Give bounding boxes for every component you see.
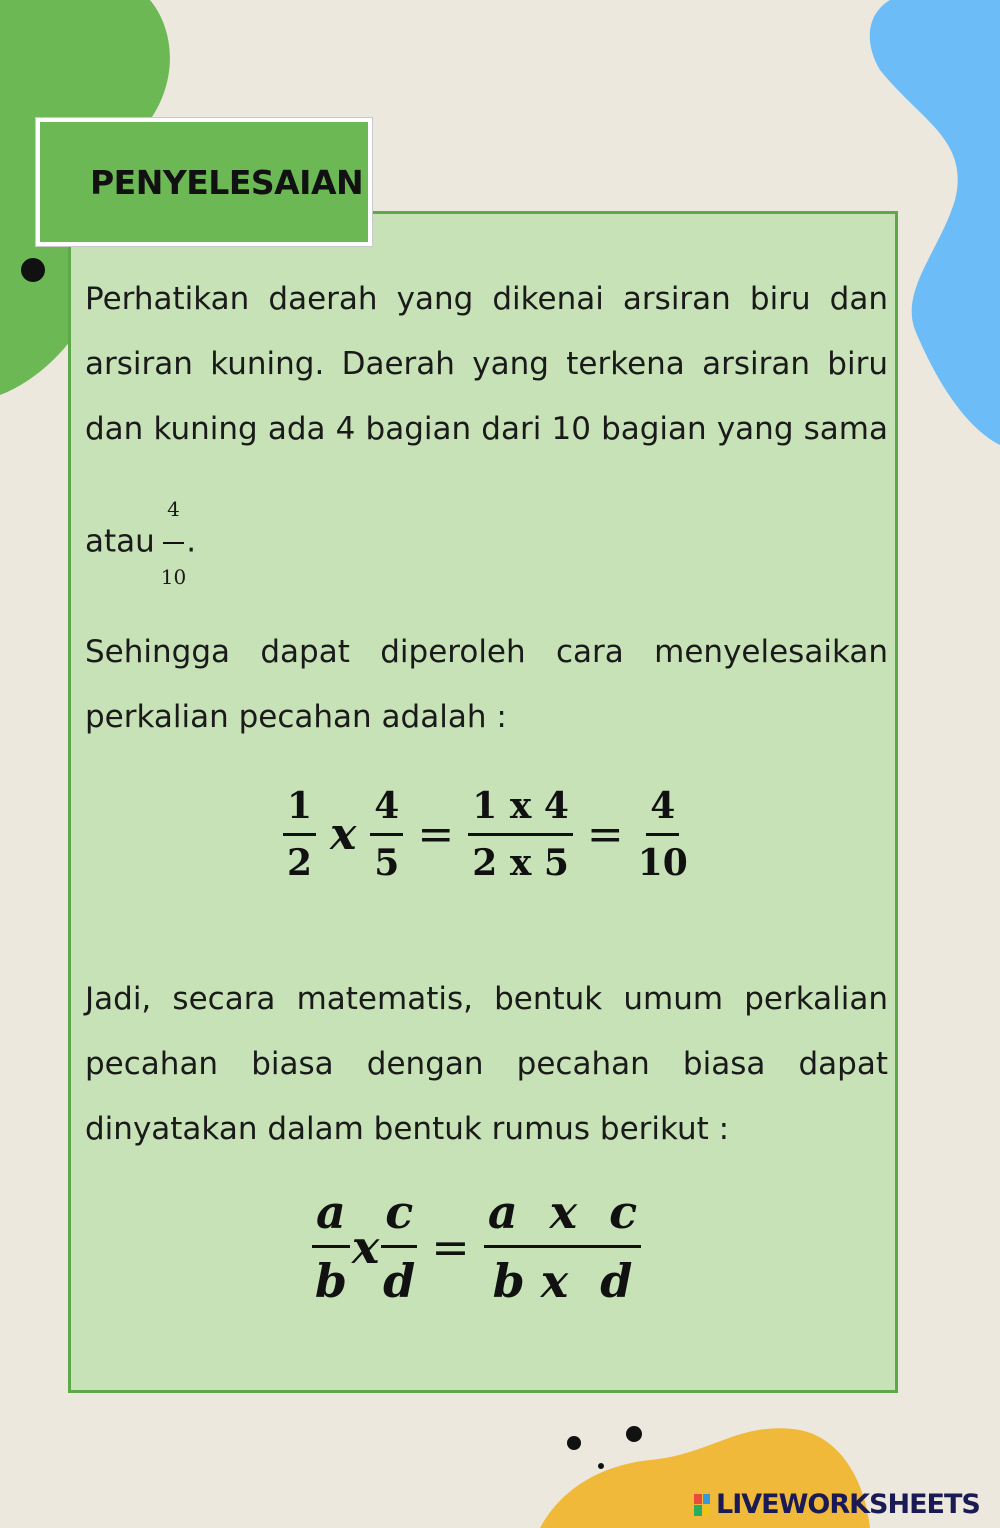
paragraph-text: Perhatikan daerah yang dikenai arsiran biru dan arsiran kuning. Daerah yang terkena arsiran biru dan kuning ada 4 bagian dari 10 bagian yang sama xyxy=(85,281,888,447)
fraction xyxy=(381,1185,417,1308)
fraction-numerator: a x c xyxy=(484,1185,641,1248)
fraction-4-10 xyxy=(161,476,186,610)
section-title-box xyxy=(36,118,372,246)
paragraph-tail: atau xyxy=(85,523,155,560)
decorative-dot xyxy=(21,258,45,282)
times-operator: x xyxy=(351,1219,380,1274)
fraction xyxy=(468,785,573,884)
fraction-denominator: b x d xyxy=(492,1254,633,1308)
equation-example xyxy=(283,785,688,884)
fraction-numerator: 4 xyxy=(163,476,184,544)
paragraph-explanation xyxy=(85,267,888,462)
equals-operator: = xyxy=(431,1219,470,1274)
liveworksheets-logo xyxy=(694,1489,980,1520)
fraction xyxy=(283,785,316,884)
period: . xyxy=(186,523,197,560)
fraction-denominator: 2 xyxy=(287,842,313,884)
fraction-numerator: 4 xyxy=(646,785,679,836)
page-title: PENYELESAIAN xyxy=(90,162,364,202)
liveworksheets-logo-icon xyxy=(694,1494,710,1516)
fraction-numerator: 4 xyxy=(370,785,403,836)
fraction xyxy=(484,1185,641,1308)
paragraph-text: Jadi, secara matematis, bentuk umum perkalian pecahan biasa dengan pecahan biasa dapat dinyatakan dalam bentuk rumus berikut : xyxy=(85,981,888,1147)
fraction-denominator: 10 xyxy=(160,565,187,589)
paragraph-general-form xyxy=(85,967,888,1162)
paragraph-conclusion-line xyxy=(85,476,888,610)
decorative-dot xyxy=(567,1436,581,1450)
equation-general-formula xyxy=(312,1185,641,1308)
fraction-numerator: 1 x 4 xyxy=(468,785,573,836)
fraction-denominator: 10 xyxy=(637,842,688,884)
fraction-denominator: b xyxy=(314,1254,347,1308)
equals-operator: = xyxy=(586,809,624,860)
fraction xyxy=(312,1185,350,1308)
equals-operator: = xyxy=(417,809,455,860)
fraction-denominator: d xyxy=(383,1254,416,1308)
fraction-numerator: c xyxy=(381,1185,417,1248)
fraction xyxy=(638,785,688,884)
fraction-numerator: a xyxy=(312,1185,350,1248)
fraction-denominator: 5 xyxy=(374,842,400,884)
decorative-dot xyxy=(626,1426,642,1442)
paragraph-method xyxy=(85,620,888,750)
fraction-numerator: 1 xyxy=(283,785,316,836)
paragraph-text: Sehingga dapat diperoleh cara menyelesaikan perkalian pecahan adalah : xyxy=(85,634,888,735)
fraction xyxy=(370,785,403,884)
decorative-dot xyxy=(598,1463,604,1469)
watermark-text: LIVEWORKSHEETS xyxy=(716,1489,980,1520)
times-operator: x xyxy=(330,809,357,860)
fraction-denominator: 2 x 5 xyxy=(472,842,569,884)
